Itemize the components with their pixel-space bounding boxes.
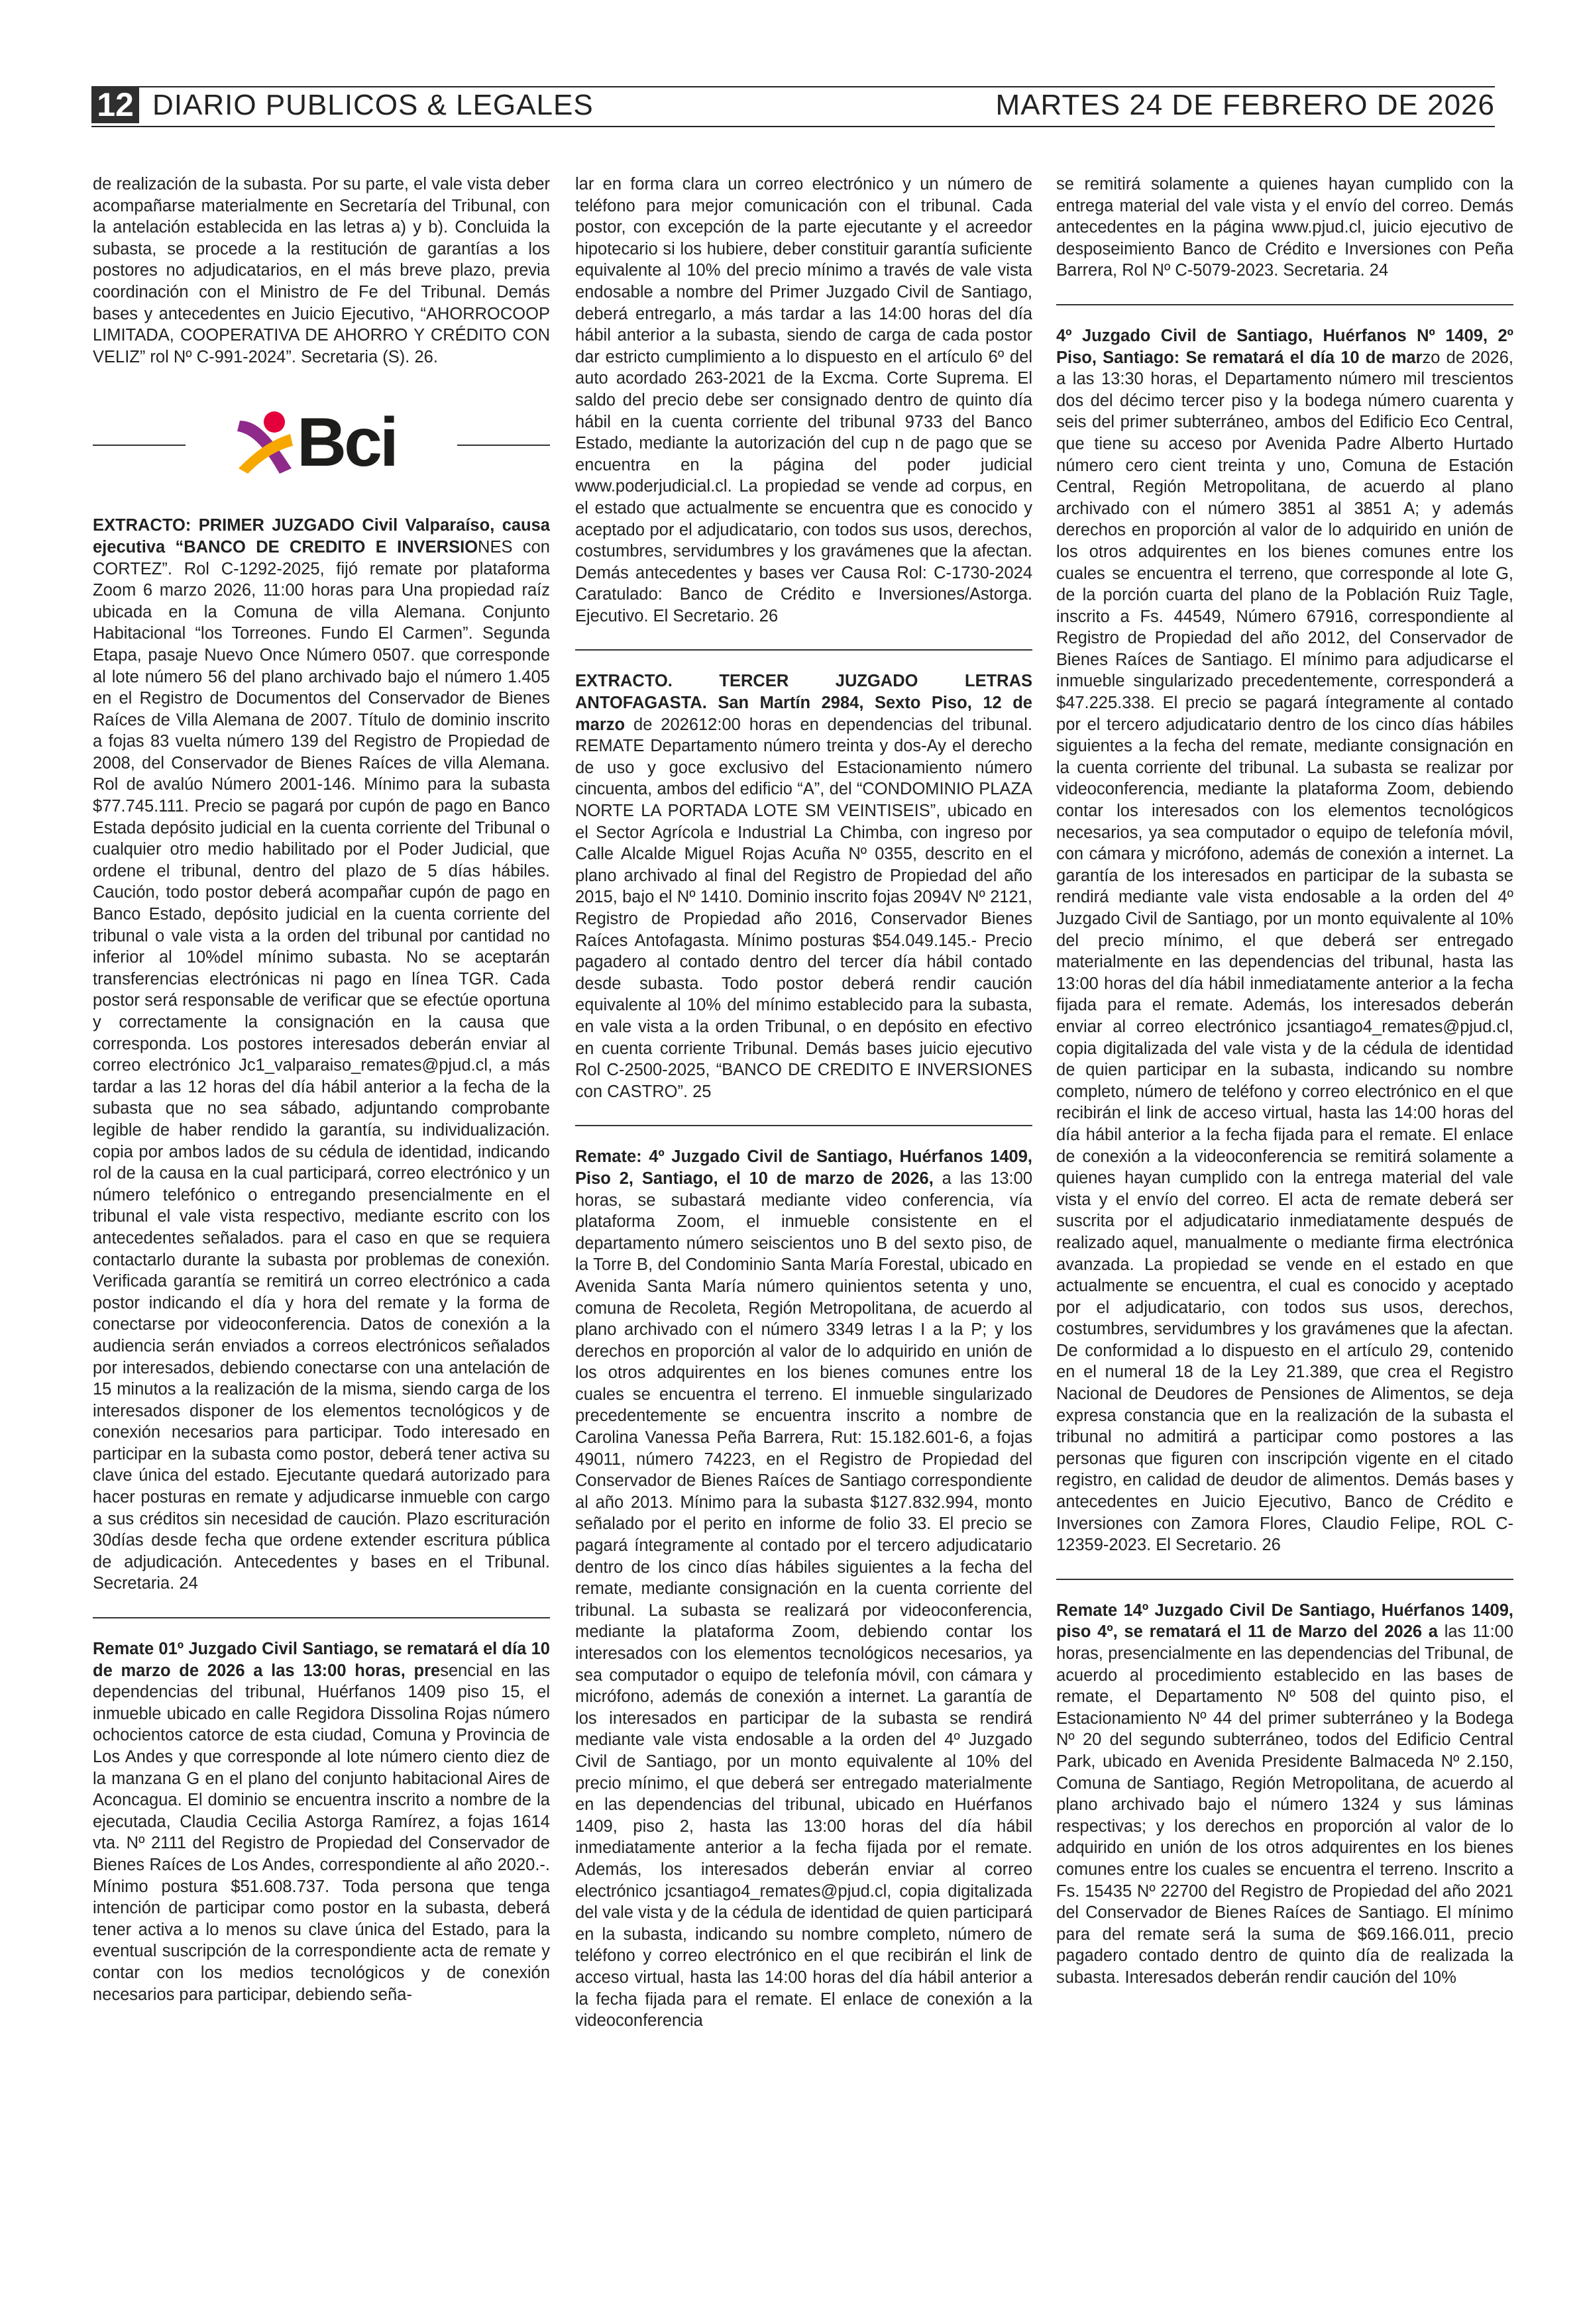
notice-body: sencial en las dependencias del tribunal, Huérfanos 1409 piso 15, el inmueble ubicado en calle Regidora Dissolina Rojas número ochocientos catorce de esta ciudad, Comuna y Provincia de Los Andes y que corresponde al lote número ciento diez de la manzana G en el plano del conjunto habitacional Aires de Aconcagua. El dominio se encuentra inscrito a nombre de la ejecutada, Claudia Cecilia Astorga Ramírez, a fojas 1614 vta. Nº 2111 del Registro de Propiedad del Conservador de Bienes Raíces de Los Andes, correspondiente al año 2020.-. Mínimo postura $51.608.737. Toda persona que tenga intención de participar como postor en la subasta, deberá tener activa a lo menos su clave única del Estado, para la eventual suscripción de la correspondiente acta de remate y contar con los medios tecnológicos y de conexión necesarios para participar, debiendo seña-	[93, 1661, 550, 2004]
legal-notice	[1056, 174, 1513, 291]
column-3	[1056, 174, 1513, 2294]
legal-notice	[1056, 325, 1513, 1565]
legal-notice	[575, 174, 1032, 636]
notice-body: a las 13:00 horas, se subastará mediante video conferencia, vía plataforma Zoom, el inmueble consistente en el departamento número seiscientos uno B del sexto piso, de la Torre B, del Condominio Santa María Forestal, ubicado en Avenida Santa María número quinientos setenta y uno, comuna de Recoleta, Región Metropolitana, de acuerdo al plano archivado con el número 3349 letras I a la P; y los derechos en proporción al valor de lo adquirido en unión de los otros adquirentes en los bienes comunes entre los cuales se encuentra el terreno. El inmueble singularizado precedentemente se encuentra inscrito a nombre de Carolina Vanessa Peña Barrera, Rut: 15.182.601-6, a fojas 49011, número 74223, en el Registro de Propiedad del Conservador de Bienes Raíces de Santiago correspondiente al año 2013. Mínimo para la subasta $127.832.994, monto señalado por el perito en informe de folio 33. El precio se pagará íntegramente al contado por el tercero adjudicatario dentro de los cinco días hábiles siguientes a la fecha del remate, mediante consignación en la cuenta corriente del tribunal. La subasta se realizará por videoconferencia, mediante la plataforma Zoom, debiendo contar los interesados con los elementos tecnológicos necesarios, ya sea computador o equipo de telefonía móvil, con cámara y micrófono, además de conexión a internet. La garantía de los interesados en participar de la subasta se rendirá mediante vale vista endosable a la orden del 4º Juzgado Civil de Santiago, por un monto equivalente al 10% del precio mínimo, el que deberá ser entregado materialmente en las dependencias del tribunal, ubicado en Huérfanos 1409, piso 2, hasta las 13:00 horas del día hábil inmediatamente anterior a la fecha fijada por el remate. Además, los interesados deberán enviar al correo electrónico jcsantiago4_remates@pjud.cl, copia digitalizada del vale vista y de la cédula de identidad de quien participará en la subasta, indicando su nombre completo, número de teléfono y correo electrónico en el que recibirán el link de acceso virtual, hasta las 14:00 horas del día hábil anterior a la fecha fijada para el remate. El enlace de conexión a la videoconferencia	[575, 1169, 1032, 2031]
legal-notice	[575, 670, 1032, 1112]
notice-body: de 202612:00 horas en dependencias del tribunal. REMATE Departamento número treinta y dos-Ay el derecho de uso y goce exclusivo del Estacionamiento número cincuenta, ambos del edificio “A”, del “CONDOMINIO PLAZA NORTE LA PORTADA LOTE SM VEINTISEIS”, ubicado en el Sector Agrícola e Industrial La Chimba, con ingreso por Calle Alcalde Miguel Rojas Acuña Nº 0355, descrito en el plano archivado al final del Registro de Propiedad del año 2015, bajo el Nº 1410. Dominio inscrito fojas 2094V Nº 2121, Registro de Propiedad año 2016, Conservador Bienes Raíces Antofagasta. Mínimo posturas $54.049.145.- Precio pagadero al contado dentro del tercer día hábil contado desde subasta. Todo postor deberá rendir caución equivalente al 10% del mínimo establecido para la subasta, en vale vista a la orden Tribunal, o en depósito en efectivo en cuenta corriente Tribunal. Demás bases juicio ejecutivo Rol C-2500-2025, “BANCO DE CREDITO E INVERSIONES con CASTRO”. 25	[575, 715, 1032, 1101]
publication-name: DIARIO PUBLICOS & LEGALES	[152, 89, 594, 121]
notice-lead: 4º Juzgado Civil de Santiago, Huérfanos Nº 1409, 2º Piso, Santiago: Se rematará el día 10 de mar	[1056, 326, 1513, 367]
bci-logo-mark-icon	[233, 407, 300, 480]
notice-text: se remitirá solamente a quienes hayan cumplido con la entrega material del vale vista y el envío del correo. Demás antecedentes en la página www.pjud.cl, juicio ejecutivo de desposeimiento Banco de Crédito e Inversiones con Peña Barrera, Rol Nº C-5079-2023. Secretaria. 24	[1056, 175, 1513, 280]
notice-lead: EXTRACTO: PRIMER JUZGADO Civil Valparaíso, causa ejecutiva “BANCO DE CREDITO E INVERSIO	[93, 516, 550, 556]
legal-notice	[1056, 1600, 1513, 1998]
notice-divider	[1056, 304, 1513, 305]
column-2	[575, 174, 1032, 2294]
legal-notice	[575, 1146, 1032, 2040]
notice-divider	[575, 649, 1032, 651]
bci-logo	[233, 403, 419, 483]
divider-right	[457, 445, 550, 446]
notice-lead: Remate 01º Juzgado Civil Santiago, se rematará el día 10 de marzo de 2026 a las 13:00 horas, pre	[93, 1640, 550, 1680]
notice-divider	[575, 1125, 1032, 1126]
notice-lead: EXTRACTO. TERCER JUZGADO LETRAS ANTOFAGASTA. San Martín 2984, Sexto Piso, 12 de marzo	[575, 672, 1032, 734]
notice-text	[93, 1638, 550, 2005]
notice-text	[93, 515, 550, 1595]
masthead-top-rule	[139, 86, 1495, 87]
notice-divider	[1056, 1579, 1513, 1580]
notice-text	[1056, 1600, 1513, 1989]
publication-date: MARTES 24 DE FEBRERO DE 2026	[995, 89, 1495, 121]
legal-notice	[93, 1638, 550, 2015]
notice-body: zo de 2026, a las 13:30 horas, el Departamento número mil trescientos dos del décimo tercer piso y la bodega número cuarenta y seis del primer subterráneo, ambos del Edificio Eco Central, que tiene su acceso por Avenida Padre Alberto Hurtado número cero cient treinta y uno, Comuna de Estación Central, Región Metropolitana, de acuerdo al plano archivado con el número 3851 al 3851 A; y además derechos en proporción al valor de lo adquirido en unión de los otros adquirentes en los bienes comunes entre los cuales se encuentra el terreno, que corresponde al lote G, de la porción cuarta del plano de la Población Ruiz Tagle, inscrito a Fs. 44549, Número 67916, correspondiente al Registro de Propiedad del año 2012, del Conservador de Bienes Raíces de Santiago. El mínimo para adjudicarse el inmueble singularizado precedentemente, corresponderá a $47.225.338. El precio se pagará íntegramente al contado por el tercero adjudicatario dentro de los cinco días hábiles siguientes a la fecha del remate, mediante consignación en la cuenta corriente del tribunal. La subasta se realizar por videoconferencia, mediante la plataforma Zoom, debiendo contar los interesados con los elementos tecnológicos necesarios, ya sea computador o equipo de telefonía móvil, con cámara y micrófono, además de conexión a internet. La garantía de los interesados en participar de la subasta se rendirá mediante vale vista endosable a la orden del 4º Juzgado Civil de Santiago, por un monto equivalente al 10% del precio mínimo, el que deberá ser entregado materialmente en las dependencias del tribunal, hasta las 13:00 horas del día hábil inmediatamente anterior a la fecha fijada para el remate. Además, los interesados deberán enviar al correo electrónico jcsantiago4_remates@pjud.cl, copia digitalizada del vale vista y de la cédula de identidad de quien participar en la subasta, indicando su nombre completo, número de teléfono y correo electrónico en el que recibirán el link de acceso virtual, hasta las 14:00 horas del día hábil anterior a la fecha fijada para el remate. El enlace de conexión a la videoconferencia se remitirá solamente a quienes hayan cumplido con la entrega material del vale vista y el envío del correo. El acta de remate deberá ser suscrita por el adjudicatario inmediatamente después de realizado aquel, manualmente o mediante firma electrónica avanzada. La propiedad se vende en el estado en que actualmente se encuentra, el cual es conocido y aceptado por el adjudicatario, con todos sus usos, derechos, costumbres, servidumbres y los gravámenes que la afectan. De conformidad a lo dispuesto en el artículo 29, contenido en el numeral 18 de la Ley 21.389, que crea el Registro Nacional de Deudores de Pensiones de Alimentos, se deja expresa constancia que en la realización de la subasta el tribunal no admitirá a participar como postores a las personas que figuren con inscripción vigente en el citado registro, en calidad de deudor de alimentos. Demás bases y antecedentes en Juicio Ejecutivo, Banco de Crédito e Inversiones con Zamora Flores, Claudio Felipe, ROL C-12359-2023. El Secretario. 26	[1056, 348, 1513, 1555]
column-1	[93, 174, 550, 2294]
notice-text	[1056, 325, 1513, 1556]
bci-logo-word: Bci	[297, 404, 396, 482]
notice-text: lar en forma clara un correo electrónico y un número de teléfono para mejor comunicación con el tribunal. Cada postor, con excepción de la parte ejecutante y el acreedor hipotecario si los hubiere, deber constituir garantía suficiente equivalente al 10% del precio mínimo a través de vale vista endosable a nombre del Primer Juzgado Civil de Santiago, deberá entregarlo, a más tardar a las 14:00 horas del día hábil anterior a la subasta, siendo de carga de cada postor dar estricto cumplimiento a lo dispuesto en el artículo 6º del auto acordado 263-2021 de la Excma. Corte Suprema. El saldo del precio debe ser consignado dentro de quinto día hábil en la cuenta corriente del tribunal 9733 del Banco Estado, mediante la autorización del cup n de pago que se encuentra en la página del poder judicial www.poderjudicial.cl. La propiedad se vende ad corpus, en el estado que actualmente se encuentra que es conocido y aceptado por el adjudicatario, con todos sus usos, derechos, costumbres, servidumbres y los gravámenes que la afectan. Demás antecedentes y bases ver Causa Rol: C-1730-2024 Caratulado: Banco de Crédito e Inversiones/Astorga. Ejecutivo. El Secretario. 26	[575, 175, 1032, 625]
legal-notice	[93, 174, 550, 377]
notice-body: NES con CORTEZ”. Rol C-1292-2025, fijó remate por plataforma Zoom 6 marzo 2026, 11:00 horas para Una propiedad raíz ubicada en la Comuna de villa Alemana. Conjunto Habitacional “los Torreones. Fundo El Carmen”. Segunda Etapa, pasaje Nuevo Once Número 0507. que corresponde al lote número 56 del plano archivado bajo el número 1.405 en el Registro de Documentos del Conservador de Bienes Raíces de Villa Alemana de 2007. Título de dominio inscrito a fojas 83 vuelta número 139 del Registro de Propiedad de 2008, del Conservador de Bienes Raíces de villa Alemana. Rol de avalúo Número 2001-146. Mínimo para la subasta $77.745.111. Precio se pagará por cupón de pago en Banco Estada depósito judicial en la cuenta corriente del Tribunal o cualquier otro medio habilitado por el Poder Judicial, que ordene el tribunal, dentro del plazo de 5 días hábiles. Caución, todo postor deberá acompañar cupón de pago en Banco Estado, depósito judicial en la cuenta corriente del tribunal o vale vista a la orden del tribunal por cantidad no inferior al 10%del mínimo subasta. No se aceptarán transferencias electrónicas ni pago en línea TGR. Cada postor será responsable de verificar que se efectúe oportuna y correctamente la consignación en la causa que corresponda. Los postores interesados deberán enviar al correo electrónico Jc1_valparaiso_remates@pjud.cl, a más tardar a las 12 horas del día hábil anterior a la fecha de la subasta que no sea sábado, adjuntando comprobante legible de haber rendido la garantía, su individualización. copia por ambos lados de su cédula de identidad, indicando rol de la causa en la cual participará, correo electrónico y un número telefónico o entregando presencialmente en el tribunal el vale vista respectivo, mediante escrito con los antecedentes señalados. para el caso en que se requiera contactarlo durante la subasta por problemas de conexión. Verificada garantía se remitirá un correo electrónico a cada postor indicando el día y hora del remate y la forma de conectarse por videoconferencia. Datos de conexión a la audiencia serán enviados a correos electrónicos señalados por interesados, debiendo conectarse con una antelación de 15 minutos a la realización de la misma, siendo carga de los interesados disponer de los elementos tecnológicos y de conexión necesarios para participar. Todo interesado en participar en la subasta como postor, deberá tener activa su clave única del estado. Ejecutante quedará autorizado para hacer posturas en remate y adjudicarse inmueble con cargo a sus créditos sin necesidad de caución. Plazo escrituración 30días desde fecha que ordene extender escritura pública de adjudicación. Antecedentes y bases en el Tribunal. Secretaria. 24	[93, 537, 550, 1593]
notice-text	[575, 670, 1032, 1102]
notice-lead: Remate 14º Juzgado Civil De Santiago, Huérfanos 1409, piso 4º, se rematará el 11 de Marzo del 2026 a	[1056, 1601, 1513, 1642]
notice-text: de realización de la subasta. Por su parte, el vale vista deber acompañarse materialmente en Secretaría del Tribunal, con la antelación establecida en las letras a) y b). Concluida la subasta, se procede a la restitución de garantías a los postores no adjudicatarios, en el más breve plazo, previa coordinación con el Ministro de Fe del Tribunal. Demás bases y antecedentes en Juicio Ejecutivo, “AHORROCOOP LIMITADA, COOPERATIVA DE AHORRO Y CRÉDITO CON VELIZ” rol Nº C-991-2024”. Secretaria (S). 26.	[93, 175, 550, 366]
notice-lead: Remate: 4º Juzgado Civil de Santiago, Huérfanos 1409, Piso 2, Santiago, el 10 de marzo de 2026,	[575, 1147, 1032, 1188]
bci-logo-block	[93, 396, 550, 495]
notice-divider	[93, 1617, 550, 1618]
page-number: 12	[91, 86, 139, 123]
masthead-bottom-rule	[91, 126, 1495, 127]
masthead	[91, 86, 1495, 123]
legal-notice	[93, 515, 550, 1604]
notice-text	[575, 1146, 1032, 2031]
notice-body: las 11:00 horas, presencialmente en las dependencias del Tribunal, de acuerdo al procedimiento establecido en las bases de remate, el Departamento Nº 508 del quinto piso, el Estacionamiento Nº 44 del primer subterráneo y la Bodega Nº 20 del segundo subterráneo, todos del Edificio Central Park, ubicado en Avenida Presidente Balmaceda Nº 2.150, Comuna de Santiago, Región Metropolitana, de acuerdo al plano archivado bajo el número 1324 y sus láminas respectivas; y los derechos en proporción al valor de lo adquirido en unión de los otros adquirentes en los bienes comunes entre los cuales se encuentra el terreno. Inscrito a Fs. 15435 Nº 22700 del Registro de Propiedad del año 2021 del Conservador de Bienes Raíces de Santiago. El mínimo para del remate será la suma de $69.166.011, precio pagadero contado dentro de quinto día de realizada la subasta. Interesados deberán rendir caución del 10%	[1056, 1622, 1513, 1987]
divider-left	[93, 445, 186, 446]
